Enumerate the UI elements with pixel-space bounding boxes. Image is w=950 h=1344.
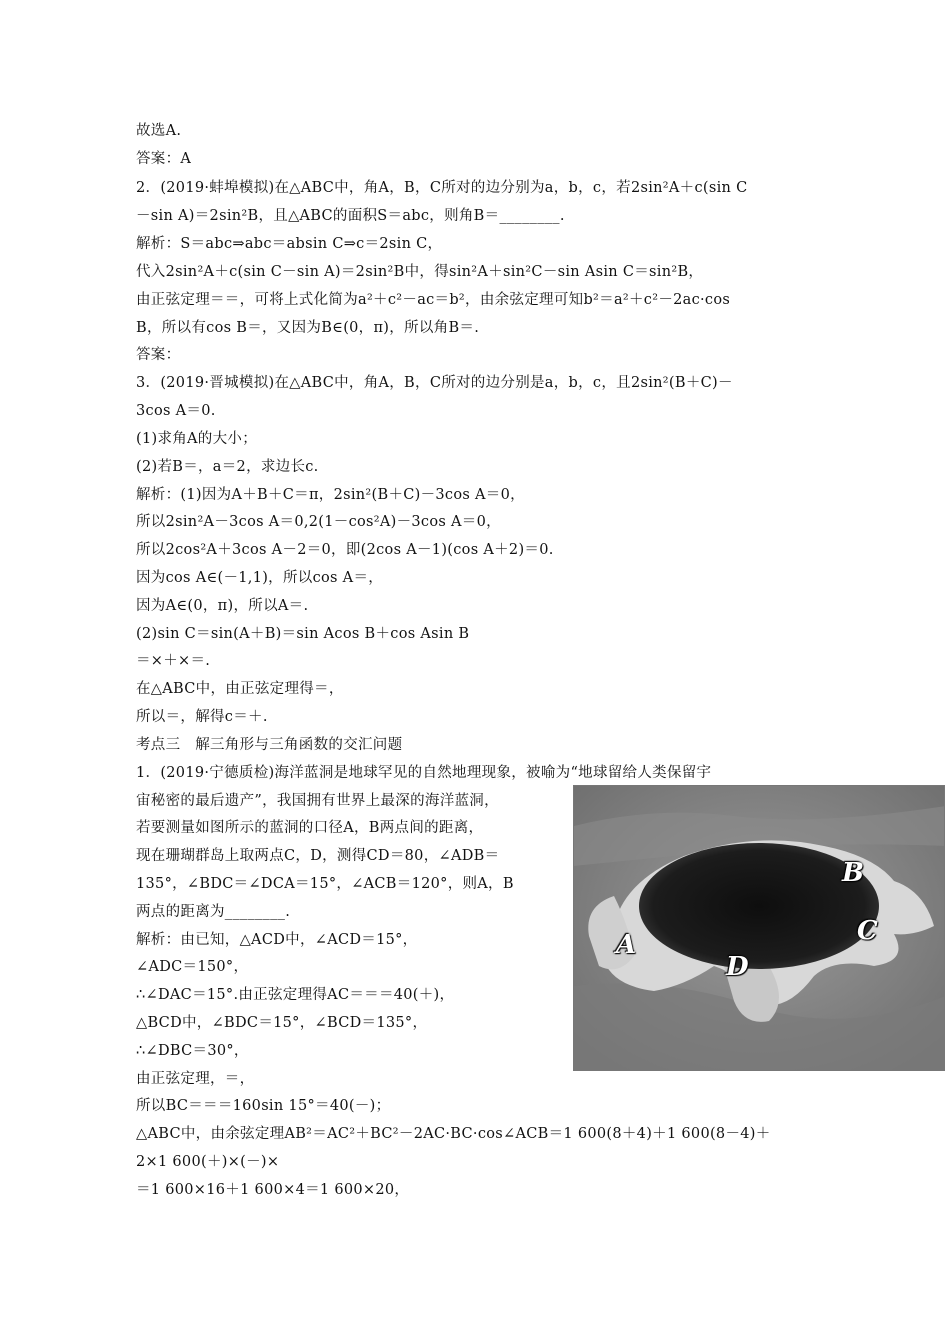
point-label-a: A [616, 930, 637, 960]
text-line: 3．(2019·晋城模拟)在△ABC中，角A，B，C所对的边分别是a，b，c，且2sin²(B＋C)－ [136, 375, 733, 391]
text-line: 135°，∠BDC＝∠DCA＝15°，∠ACB＝120°，则A，B [136, 876, 514, 892]
text-line: 两点的距离为________. [136, 904, 291, 920]
text-line: 2．(2019·蚌埠模拟)在△ABC中，角A，B，C所对的边分别为a，b，c，若2sin²A＋c(sin C [136, 180, 748, 196]
text-line: ＝1 600×16＋1 600×4＝1 600×20， [136, 1182, 410, 1198]
text-line: (1)求角A的大小； [136, 431, 258, 447]
text-line: 由正弦定理＝＝，可将上式化简为a²＋c²－ac＝b²，由余弦定理可知b²＝a²＋c²－2ac·cos [136, 292, 731, 308]
text-line: △BCD中，∠BDC＝15°，∠BCD＝135°， [136, 1015, 428, 1031]
text-line: 由正弦定理，＝， [136, 1071, 255, 1087]
text-line: 因为cos A∈(－1,1)，所以cos A＝， [136, 570, 384, 586]
point-label-d: D [726, 952, 749, 982]
blue-hole-illustration [574, 786, 945, 1071]
text-line: 故选A. [136, 123, 182, 139]
text-line: 代入2sin²A＋c(sin C－sin A)＝2sin²B中，得sin²A＋sin²C－sin Asin C＝sin²B， [136, 264, 704, 280]
text-line: △ABC中，由余弦定理AB²＝AC²＋BC²－2AC·BC·cos∠ACB＝1 600(8＋4)＋1 600(8－4)＋ [136, 1126, 771, 1142]
text-line: 答案： [136, 347, 181, 363]
text-line: 解析：(1)因为A＋B＋C＝π，2sin²(B＋C)－3cos A＝0， [136, 487, 525, 503]
text-line: B，所以有cos B＝，又因为B∈(0，π)，所以角B＝. [136, 320, 480, 336]
point-label-c: C [857, 916, 878, 946]
text-line: 现在珊瑚群岛上取两点C，D，测得CD＝80，∠ADB＝ [136, 848, 500, 864]
text-line: ＝×＋×＝. [136, 653, 211, 669]
point-label-b: B [842, 858, 864, 888]
text-line: 所以2cos²A＋3cos A－2＝0，即(2cos A－1)(cos A＋2)＝0. [136, 542, 554, 558]
text-line: 宙秘密的最后遗产”，我国拥有世界上最深的海洋蓝洞， [136, 793, 499, 809]
text-line: 解析：由已知，△ACD中，∠ACD＝15°， [136, 932, 418, 948]
text-line: ∴∠DAC＝15°.由正弦定理得AC＝＝＝40(＋)， [136, 987, 455, 1003]
text-line: (2)sin C＝sin(A＋B)＝sin Acos B＋cos Asin B [136, 626, 470, 642]
text-line: ∠ADC＝150°， [136, 959, 249, 975]
text-line: 解析：S＝abc⇒abc＝absin C⇒c＝2sin C， [136, 236, 443, 252]
text-line: 所以BC＝＝＝160sin 15°＝40(－)； [136, 1098, 391, 1114]
text-line: 在△ABC中，由正弦定理得＝， [136, 681, 344, 697]
text-line: 所以＝，解得c＝＋. [136, 709, 268, 725]
text-line: 3cos A＝0. [136, 403, 216, 419]
text-line: 若要测量如图所示的蓝洞的口径A，B两点间的距离， [136, 820, 484, 836]
text-line: 2×1 600(＋)×(－)× [136, 1154, 280, 1170]
blue-hole-photo [573, 785, 945, 1071]
text-line: ∴∠DBC＝30°， [136, 1043, 249, 1059]
text-line: (2)若B＝，a＝2，求边长c. [136, 459, 319, 475]
text-line: －sin A)＝2sin²B，且△ABC的面积S＝abc，则角B＝________. [136, 208, 565, 224]
text-line: 答案：A [136, 151, 192, 167]
text-line: 因为A∈(0，π)，所以A＝. [136, 598, 309, 614]
section-heading: 考点三 解三角形与三角函数的交汇问题 [136, 737, 403, 753]
text-line: 所以2sin²A－3cos A＝0,2(1－cos²A)－3cos A＝0， [136, 514, 501, 530]
text-line: 1．(2019·宁德质检)海洋蓝洞是地球罕见的自然地理现象，被喻为“地球留给人类保留宇 [136, 765, 712, 781]
